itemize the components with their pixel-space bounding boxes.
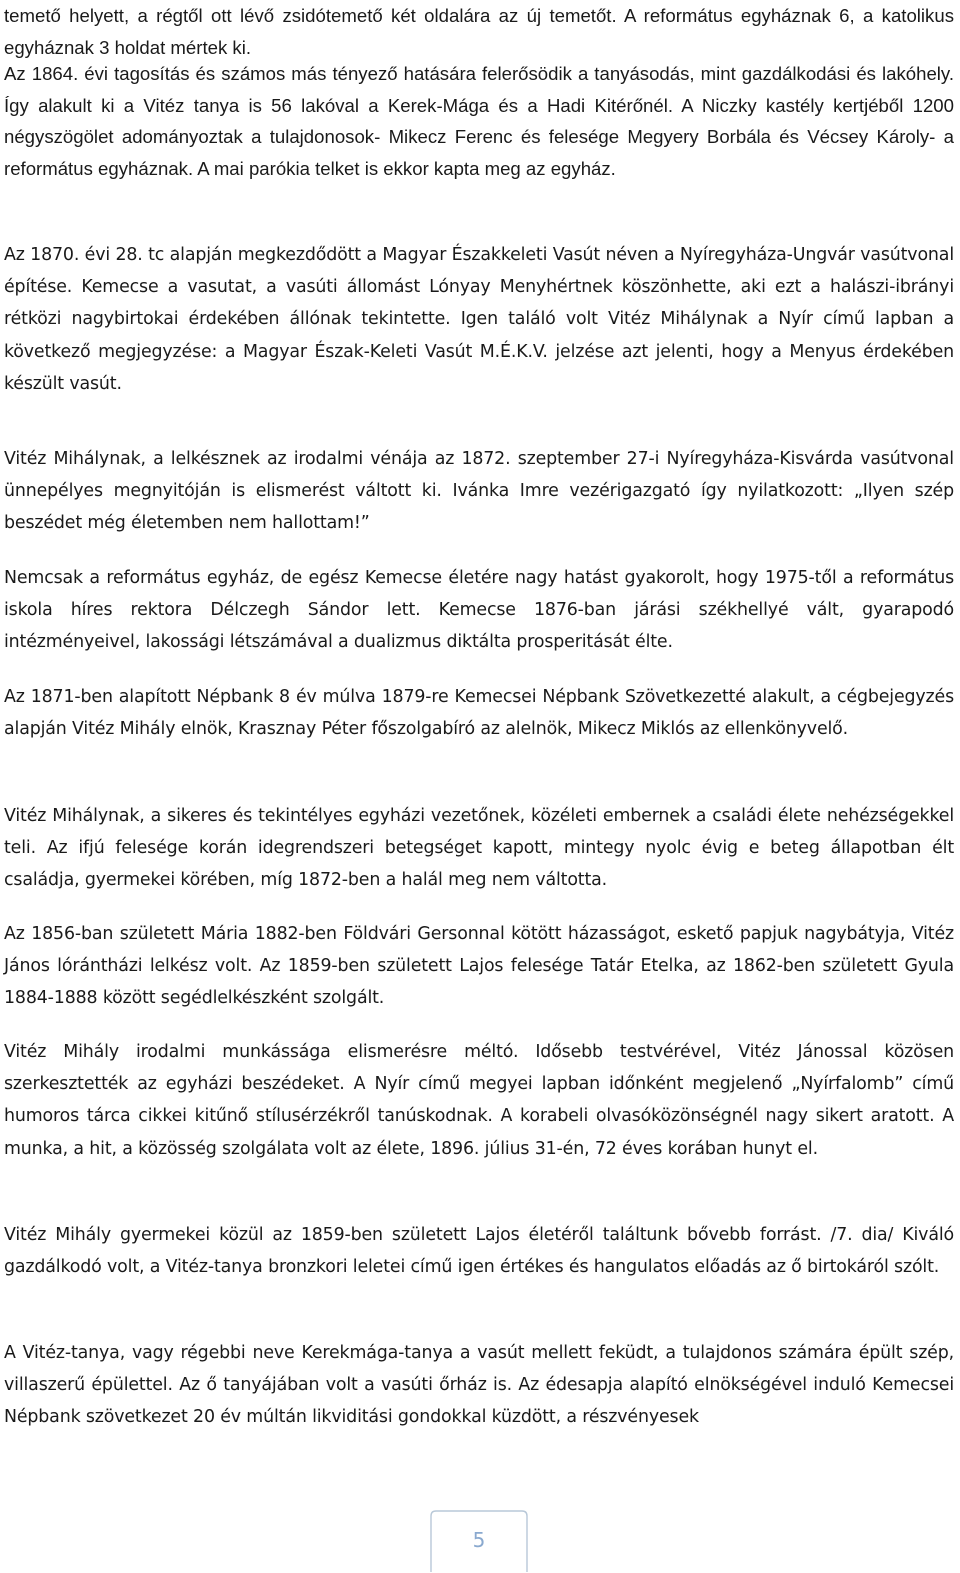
page-footer — [0, 1490, 960, 1573]
paragraph: Vitéz Mihálynak, a lelkésznek az irodalmi vénája az 1872. szeptember 27-i Nyíregyháza-Kisvárda vasútvonal ünnepélyes megnyitóján is elismerést váltott ki. Ivánka Imre vezérigazgató így nyilatkozott: „Ilyen szép beszédet még életemben nem hallottam!” — [4, 449, 954, 534]
paragraph: Vitéz Mihálynak, a sikeres és tekintélyes egyházi vezetőnek, közéleti embernek a családi élete nehézségekkel teli. Az ifjú felesége korán idegrendszeri betegséget kapott, mintegy nyolc évig e beteg állapotban élt családja, gyermekei körében, míg 1872-ben a halál meg nem váltotta. — [4, 806, 954, 891]
paragraph: Vitéz Mihály gyermekei közül az 1859-ben született Lajos életéről találtunk bővebb forrást. /7. dia/ Kiváló gazdálkodó volt, a Vitéz-tanya bronzkori leletei című igen értékes és hangulatos előadás az ő birtokáról szólt. — [4, 1225, 954, 1278]
paragraph: Az 1871-ben alapított Népbank 8 év múlva 1879-re Kemecsei Népbank Szövetkezetté alakult, a cégbejegyzés alapján Vitéz Mihály elnök, Krasznay Péter főszolgabíró az alelnök, Mikecz Miklós az ellenkönyvelő. — [4, 687, 954, 740]
paragraph: temető helyett, a régtől ott lévő zsidótemető két oldalára az új temetőt. A református egyháznak 6, a katolikus egyháznak 3 holdat mértek ki. — [4, 5, 954, 58]
paragraph: Nemcsak a református egyház, de egész Kemecse életére nagy hatást gyakorolt, hogy 1975-től a református iskola híres rektora Délczegh Sándor lett. Kemecse 1876-ban járási székhellyé vált, gyarapodó intézményeivel, lakossági létszámával a dualizmus diktálta prosperitását élte. — [4, 568, 954, 653]
page-number: 5 — [472, 1528, 486, 1552]
paragraph: Az 1870. évi 28. tc alapján megkezdődött a Magyar Északkeleti Vasút néven a Nyíregyháza-Ungvár vasútvonal építése. Kemecse a vasutat, a vasúti állomást Lónyay Menyhértnek köszönhette, aki ezt a halászi-ibrányi rétközi nagybirtokai érdekében állónak tekintette. Igen találó volt Vitéz Mihálynak a Nyír című lapban a következő megjegyzése: a Magyar Észak-Keleti Vasút M.É.K.V. jelzése azt jelenti, hogy a Menyus érdekében készült vasút. — [4, 245, 954, 394]
paragraph: Vitéz Mihály irodalmi munkássága elismerésre méltó. Idősebb testvérével, Vitéz Jánossal közösen szerkesztették az egyházi beszédeket. A Nyír című megyei lapban időnként megjelenő „Nyírfalomb” című humoros tárca cikkei kitűnő stílusérzékről tanúskodnak. A korabeli olvasóközönségnél nagy sikert aratott. A munka, a hit, a közösség szolgálata volt az élete, 1896. július 31-én, 72 éves korában hunyt el. — [4, 1042, 954, 1159]
page-number-badge — [430, 1510, 528, 1570]
paragraph: Az 1856-ban született Mária 1882-ben Földvári Gersonnal kötött házasságot, eskető papjuk nagybátyja, Vitéz János lórántházi lelkész volt. Az 1859-ben született Lajos felesége Tatár Etelka, az 1862-ben született Gyula 1884-1888 között segédlelkészként szolgált. — [4, 924, 954, 1009]
paragraph: A Vitéz-tanya, vagy régebbi neve Kerekmága-tanya a vasút mellett feküdt, a tulajdonos számára épült szép, villaszerű épülettel. Az ő tanyájában volt a vasúti őrház is. Az édesapja alapító elnökségével induló Kemecsei Népbank szövetkezet 20 év múltán likviditási gondokkal küzdött, a részvényesek — [4, 1343, 954, 1428]
paragraph: Az 1864. évi tagosítás és számos más tényező hatására felerősödik a tanyásodás, mint gazdálkodási és lakóhely. Így alakult ki a Vitéz tanya is 56 lakóval a Kerek-Mága és a Hadi Kitérőnél. A Niczky kastély kertjéből 1200 négyszögölet adományoztak a tulajdonosok- Mikecz Ferenc és felesége Megyery Borbála és Vécsey Károly- a református egyháznak. A mai parókia telket is ekkor kapta meg az egyház. — [4, 63, 954, 179]
